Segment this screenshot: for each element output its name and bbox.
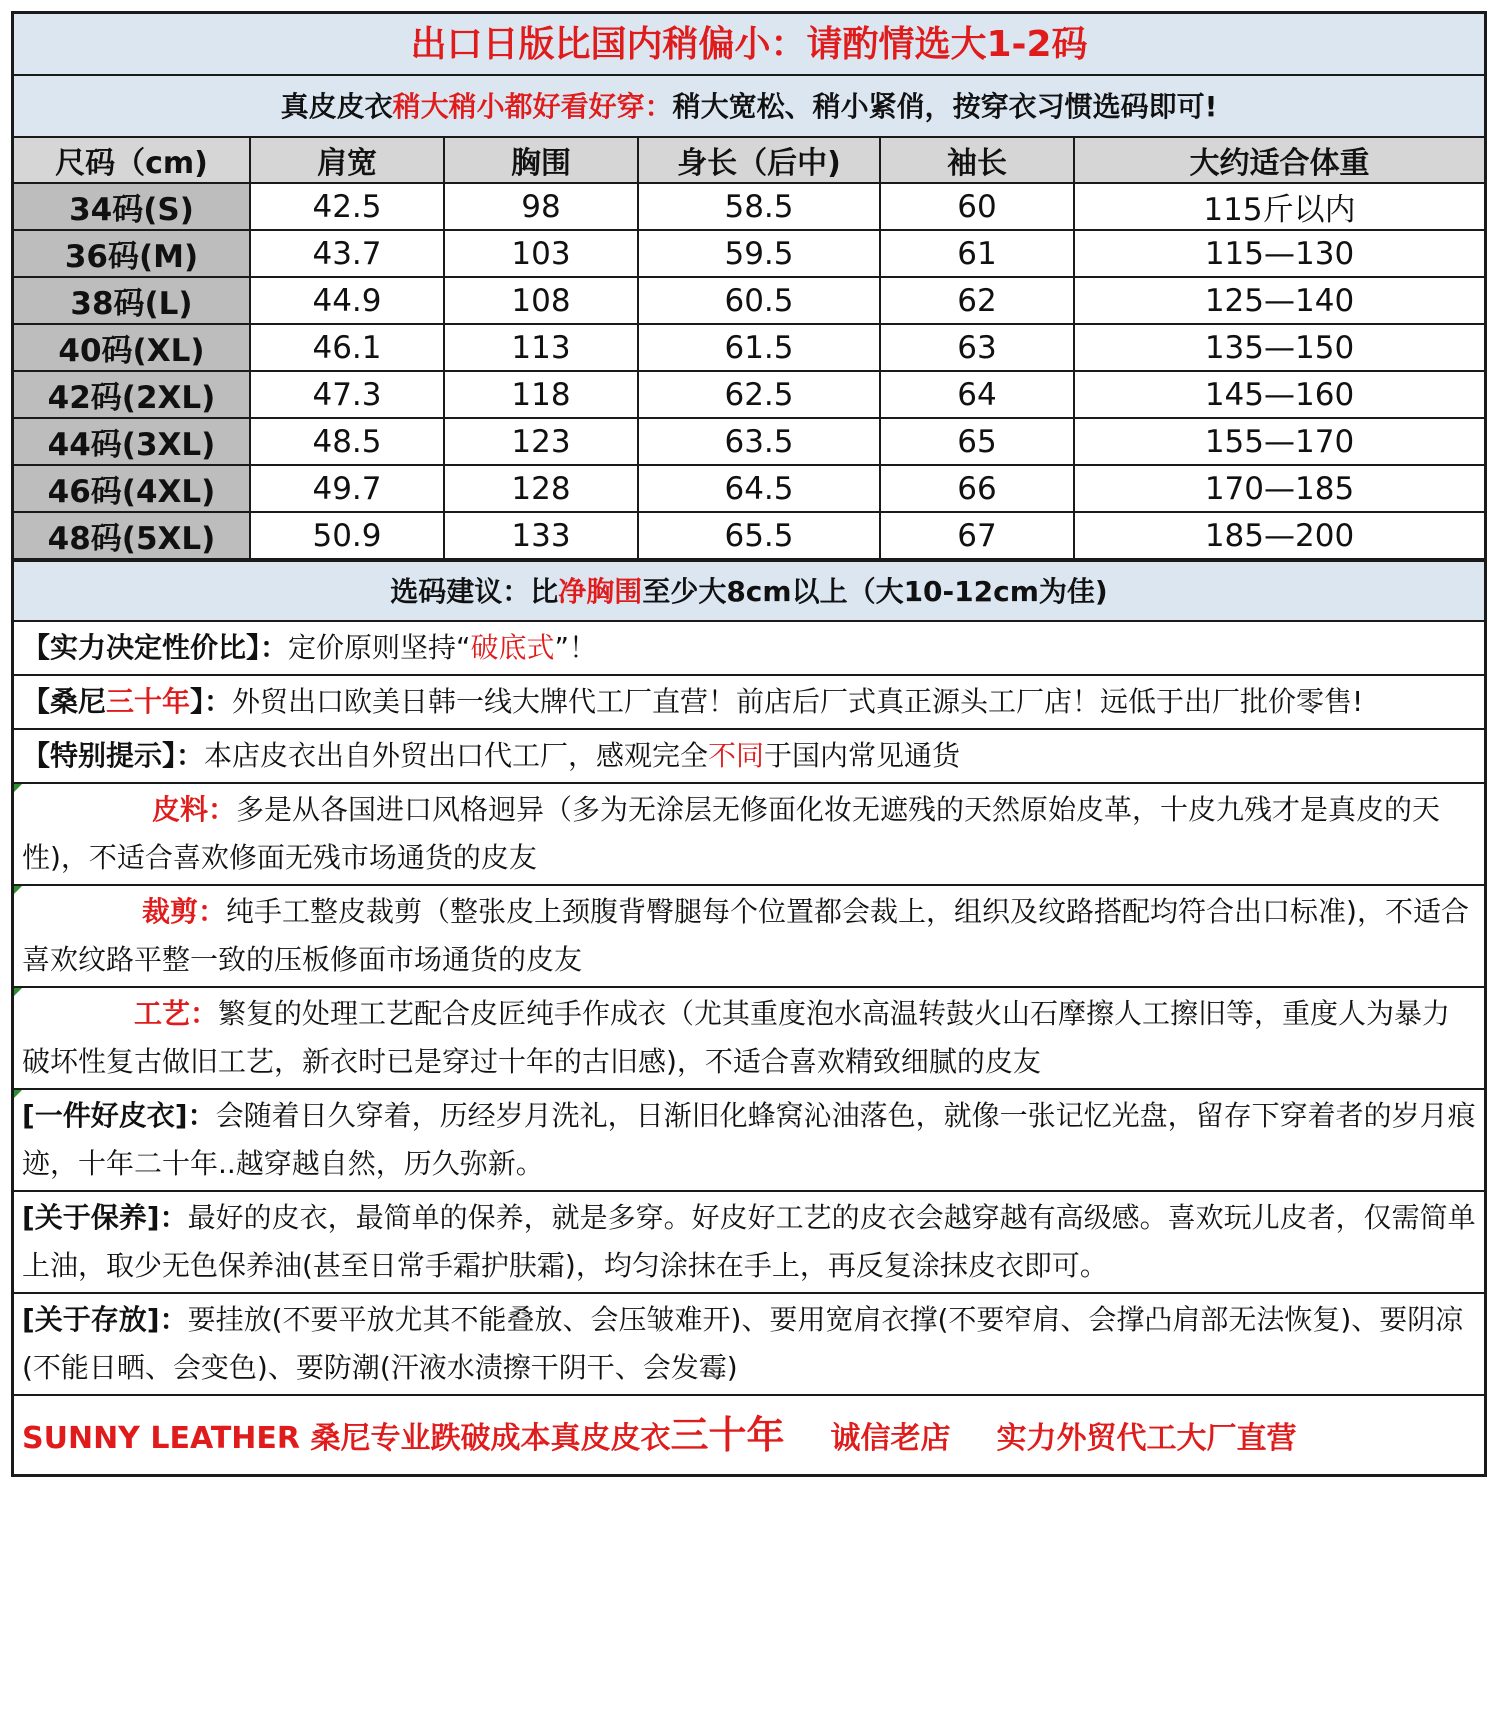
size-cell: 42码(2XL) — [14, 371, 250, 418]
note-brand — [14, 676, 1484, 730]
size-cell: 38码(L) — [14, 277, 250, 324]
column-header: 袖长 — [880, 138, 1074, 183]
footer-part1: SUNNY LEATHER 桑尼专业跌破成本真皮皮衣 — [22, 1421, 671, 1456]
weight-cell: 115—130 — [1074, 230, 1484, 277]
note-brand-red: 三十年 — [106, 685, 191, 718]
table-row — [14, 183, 1484, 230]
note-price-head: 【实力决定性价比】： — [22, 631, 289, 664]
weight-cell: 125—140 — [1074, 277, 1484, 324]
column-header: 胸围 — [444, 138, 638, 183]
note-craft-head: 工艺： — [134, 997, 219, 1030]
chest-cell: 128 — [444, 465, 638, 512]
chest-cell: 108 — [444, 277, 638, 324]
note-brand-head2: 】： — [190, 685, 233, 718]
chest-cell: 123 — [444, 418, 638, 465]
size-cell: 44码(3XL) — [14, 418, 250, 465]
size-table-wrap — [14, 138, 1484, 562]
note-cutting-head: 裁剪： — [142, 895, 227, 928]
advice-part2: 净胸围 — [558, 575, 643, 608]
subtitle-part3: 稍大宽松、稍小紧俏，按穿衣习惯选码即可! — [672, 90, 1218, 123]
shoulder-cell: 47.3 — [250, 371, 444, 418]
note-cutting — [14, 886, 1484, 988]
sleeve-cell: 65 — [880, 418, 1074, 465]
footer-part4: 实力外贸代工大厂直营 — [996, 1421, 1297, 1456]
note-price-text1: 定价原则坚持“ — [288, 631, 471, 664]
table-header-row — [14, 138, 1484, 183]
size-cell: 48码(5XL) — [14, 512, 250, 559]
length-cell: 58.5 — [638, 183, 880, 230]
note-price — [14, 622, 1484, 676]
note-care-text: 最好的皮衣，最简单的保养，就是多穿。好皮好工艺的皮衣会越穿越有高级感。喜欢玩儿皮者，仅需简单上油，取少无色保养油(甚至日常手霜护肤霜)，均匀涂抹在手上，再反复涂抹皮衣即可。 — [22, 1201, 1476, 1282]
chest-cell: 113 — [444, 324, 638, 371]
size-table — [14, 138, 1484, 560]
note-storage — [14, 1294, 1484, 1396]
size-cell: 36码(M) — [14, 230, 250, 277]
column-header: 尺码（cm) — [14, 138, 250, 183]
size-cell: 40码(XL) — [14, 324, 250, 371]
column-header: 身长（后中) — [638, 138, 880, 183]
note-leather-text: 多是从各国进口风格迥异（多为无涂层无修面化妆无遮残的天然原始皮革，十皮九残才是真皮的天性)，不适合喜欢修面无残市场通货的皮友 — [22, 793, 1441, 874]
note-storage-text: 要挂放(不要平放尤其不能叠放、会压皱难开)、要用宽肩衣撑(不要窄肩、会撑凸肩部无法恢复)、要阴凉(不能日晒、会变色)、要防潮(汗液水渍擦干阴干、会发霉) — [22, 1303, 1464, 1384]
note-special-head: 【特别提示】： — [22, 739, 205, 772]
note-craft — [14, 988, 1484, 1090]
subtitle-part2: 稍大稍小都好看好穿： — [392, 90, 673, 123]
sleeve-cell: 67 — [880, 512, 1074, 559]
weight-cell: 185—200 — [1074, 512, 1484, 559]
sleeve-cell: 60 — [880, 183, 1074, 230]
note-brand-head1: 【桑尼 — [22, 685, 107, 718]
table-row — [14, 418, 1484, 465]
cell-comment-marker-icon — [14, 1090, 22, 1098]
note-special-red: 不同 — [708, 739, 765, 772]
advice-part3: 至少大8cm以上（大10-12cm为佳) — [642, 575, 1108, 608]
shoulder-cell: 48.5 — [250, 418, 444, 465]
chest-cell: 98 — [444, 183, 638, 230]
subtitle — [14, 76, 1484, 138]
footer-banner — [14, 1396, 1484, 1474]
note-special — [14, 730, 1484, 784]
sleeve-cell: 64 — [880, 371, 1074, 418]
note-special-text1: 本店皮衣出自外贸出口代工厂，感观完全 — [204, 739, 709, 772]
page-title: 出口日版比国内稍偏小：请酌情选大1-2码 — [14, 14, 1484, 76]
table-row — [14, 324, 1484, 371]
table-row — [14, 230, 1484, 277]
length-cell: 61.5 — [638, 324, 880, 371]
shoulder-cell: 50.9 — [250, 512, 444, 559]
note-good-head: [一件好皮衣]： — [22, 1099, 216, 1132]
shoulder-cell: 46.1 — [250, 324, 444, 371]
cell-comment-marker-icon — [14, 784, 22, 792]
note-craft-text: 繁复的处理工艺配合皮匠纯手作成衣（尤其重度泡水高温转鼓火山石摩擦人工擦旧等，重度人为暴力破坏性复古做旧工艺，新衣时已是穿过十年的古旧感)，不适合喜欢精致细腻的皮友 — [22, 997, 1451, 1078]
size-cell: 34码(S) — [14, 183, 250, 230]
length-cell: 65.5 — [638, 512, 880, 559]
length-cell: 62.5 — [638, 371, 880, 418]
size-cell: 46码(4XL) — [14, 465, 250, 512]
weight-cell: 135—150 — [1074, 324, 1484, 371]
cell-comment-marker-icon — [14, 988, 22, 996]
size-chart-sheet — [11, 11, 1487, 1477]
note-cutting-text: 纯手工整皮裁剪（整张皮上颈腹背臀腿每个位置都会裁上，组织及纹路搭配均符合出口标准)，不适合喜欢纹路平整一致的压板修面市场通货的皮友 — [22, 895, 1469, 976]
note-price-text2: ”！ — [554, 631, 598, 664]
cell-comment-marker-icon — [14, 886, 22, 894]
note-care — [14, 1192, 1484, 1294]
length-cell: 64.5 — [638, 465, 880, 512]
table-row — [14, 465, 1484, 512]
weight-cell: 170—185 — [1074, 465, 1484, 512]
weight-cell: 115斤以内 — [1074, 183, 1484, 230]
sleeve-cell: 62 — [880, 277, 1074, 324]
note-good-text: 会随着日久穿着，历经岁月洗礼，日渐旧化蜂窝沁油落色，就像一张记忆光盘，留存下穿着者的岁月痕迹，十年二十年..越穿越自然，历久弥新。 — [22, 1099, 1476, 1180]
note-special-text2: 于国内常见通货 — [764, 739, 961, 772]
column-header: 大约适合体重 — [1074, 138, 1484, 183]
note-care-head: [关于保养]： — [22, 1201, 188, 1234]
footer-part3: 诚信老店 — [830, 1421, 951, 1456]
length-cell: 59.5 — [638, 230, 880, 277]
note-leather — [14, 784, 1484, 886]
sleeve-cell: 66 — [880, 465, 1074, 512]
note-leather-head: 皮料： — [152, 793, 237, 826]
note-price-red: 破底式 — [470, 631, 555, 664]
sleeve-cell: 61 — [880, 230, 1074, 277]
weight-cell: 155—170 — [1074, 418, 1484, 465]
table-row — [14, 512, 1484, 559]
shoulder-cell: 42.5 — [250, 183, 444, 230]
note-good-leather — [14, 1090, 1484, 1192]
table-row — [14, 371, 1484, 418]
table-row — [14, 277, 1484, 324]
shoulder-cell: 49.7 — [250, 465, 444, 512]
length-cell: 60.5 — [638, 277, 880, 324]
column-header: 肩宽 — [250, 138, 444, 183]
subtitle-part1: 真皮皮衣 — [280, 90, 393, 123]
chest-cell: 133 — [444, 512, 638, 559]
footer-part2: 三十年 — [670, 1413, 785, 1457]
shoulder-cell: 43.7 — [250, 230, 444, 277]
sleeve-cell: 63 — [880, 324, 1074, 371]
chest-cell: 103 — [444, 230, 638, 277]
weight-cell: 145—160 — [1074, 371, 1484, 418]
note-brand-text: 外贸出口欧美日韩一线大牌代工厂直营！前店后厂式真正源头工厂店！远低于出厂批价零售! — [232, 685, 1364, 718]
size-advice — [14, 562, 1484, 622]
length-cell: 63.5 — [638, 418, 880, 465]
shoulder-cell: 44.9 — [250, 277, 444, 324]
chest-cell: 118 — [444, 371, 638, 418]
note-storage-head: [关于存放]： — [22, 1303, 188, 1336]
advice-part1: 选码建议：比 — [390, 575, 559, 608]
